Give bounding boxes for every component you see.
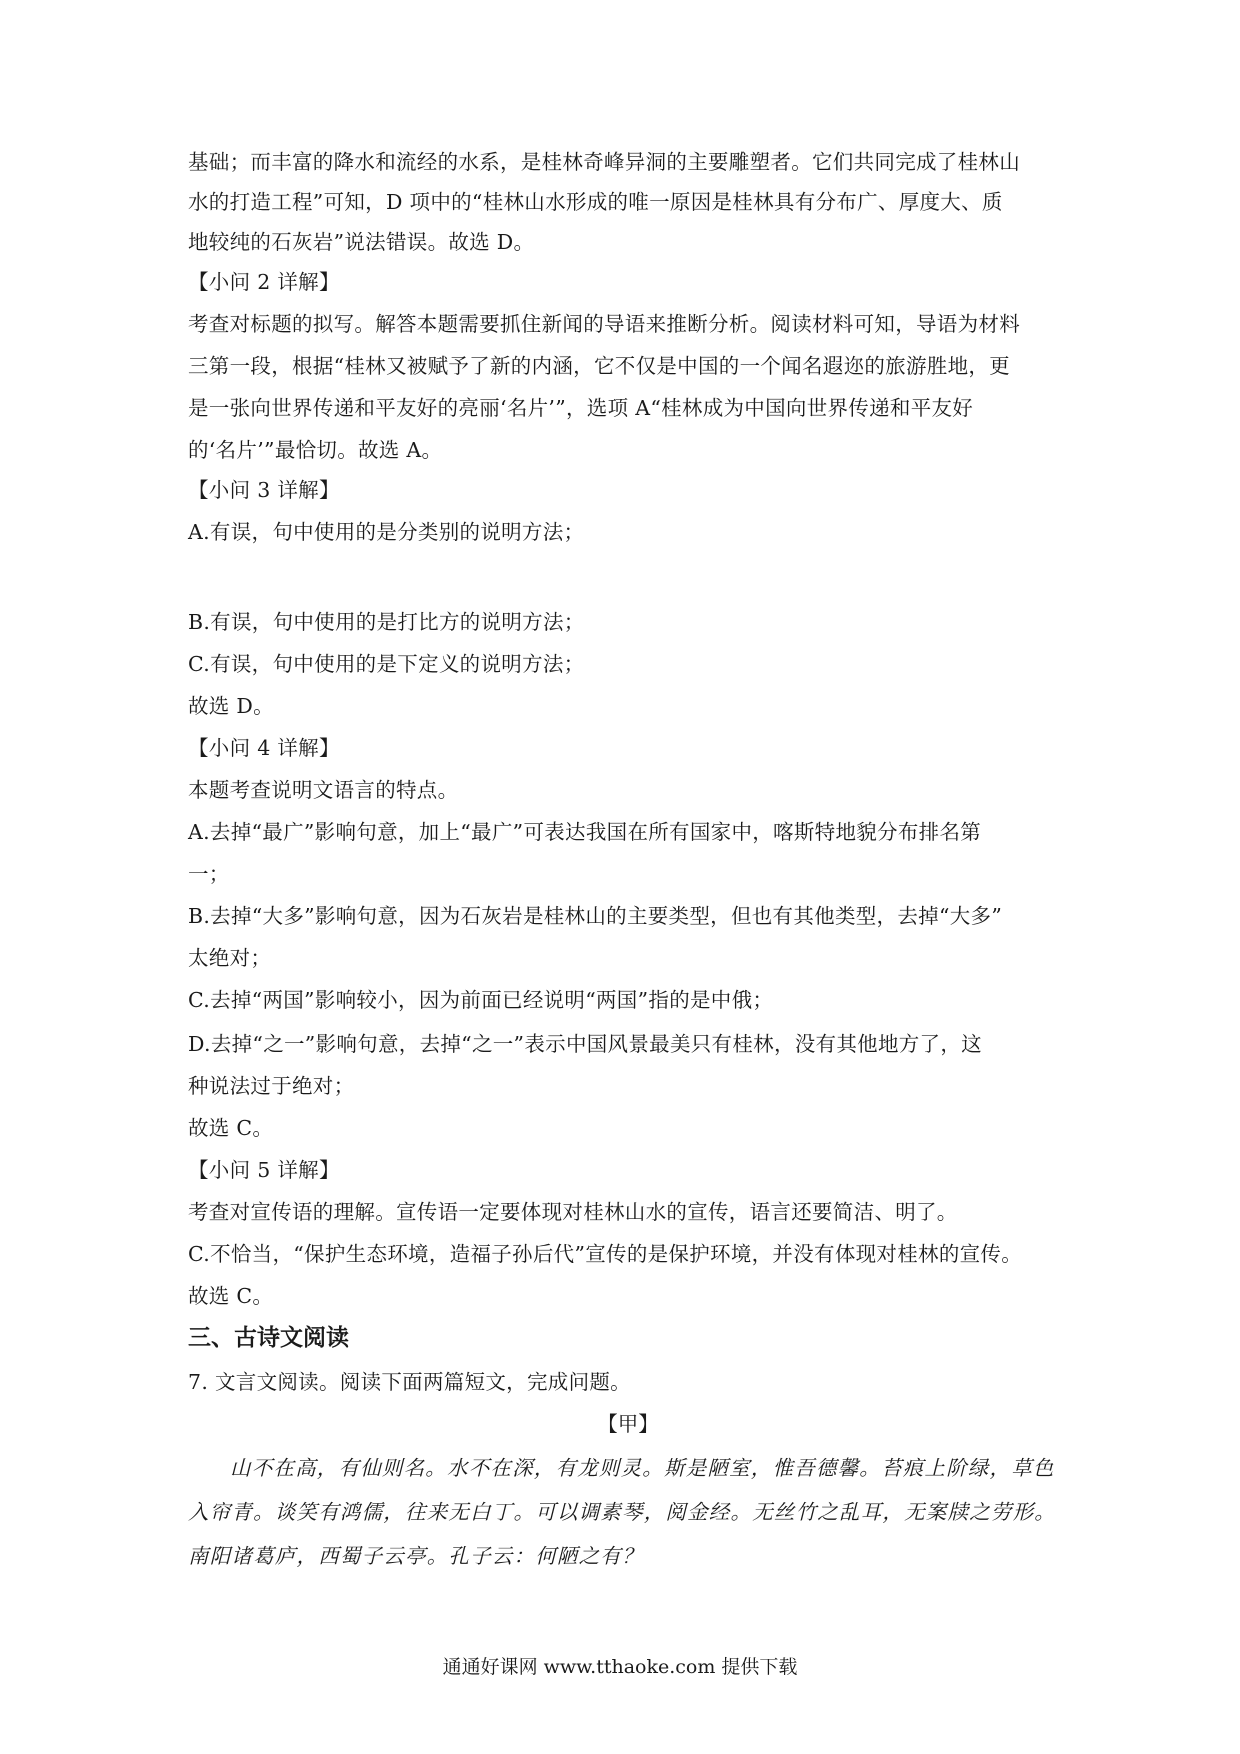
- passage-line: 山不在高，有仙则名。水不在深，有龙则灵。斯是陋室，惟吾德馨。苔痕上阶绿，草色: [230, 1456, 1055, 1480]
- body-line: 太绝对；: [188, 946, 272, 970]
- passage-line: 入帘青。谈笑有鸿儒，往来无白丁。可以调素琴，阅金经。无丝竹之乱耳，无案牍之劳形。: [188, 1500, 1056, 1524]
- subquestion-heading: 【小问 4 详解】: [188, 736, 340, 760]
- body-line: 三第一段，根据“桂林又被赋予了新的内涵，它不仅是中国的一个闻名遐迩的旅游胜地，更: [188, 354, 1010, 378]
- subquestion-heading: 【小问 5 详解】: [188, 1158, 340, 1182]
- section-heading: 三、古诗文阅读: [188, 1325, 349, 1351]
- body-line: 水的打造工程”可知，D 项中的“桂林山水形成的唯一原因是桂林具有分布广、厚度大、质: [188, 190, 1003, 214]
- subquestion-heading: 【小问 2 详解】: [188, 270, 340, 294]
- body-line: 是一张向世界传递和平友好的亮丽‘名片’”，选项 A“桂林成为中国向世界传递和平友好: [188, 396, 974, 420]
- body-line: 考查对宣传语的理解。宣传语一定要体现对桂林山水的宣传，语言还要简洁、明了。: [188, 1200, 958, 1224]
- subquestion-heading: 【小问 3 详解】: [188, 478, 340, 502]
- body-line: 考查对标题的拟写。解答本题需要抓住新闻的导语来推断分析。阅读材料可知，导语为材料: [188, 312, 1020, 336]
- body-line: 一；: [188, 862, 230, 886]
- body-line: C.有误，句中使用的是下定义的说明方法；: [188, 652, 585, 676]
- body-line: A.有误，句中使用的是分类别的说明方法；: [188, 520, 585, 544]
- body-line: C.不恰当，“保护生态环境，造福子孙后代”宣传的是保护环境，并没有体现对桂林的宣传。: [188, 1242, 1023, 1266]
- body-line: 的‘名片’”最恰切。故选 A。: [188, 438, 443, 462]
- body-line: 故选 D。: [188, 694, 274, 718]
- passage-title: 【甲】: [597, 1412, 659, 1436]
- body-line: 基础；而丰富的降水和流经的水系，是桂林奇峰异洞的主要雕塑者。它们共同完成了桂林山: [188, 150, 1020, 174]
- body-line: 故选 C。: [188, 1284, 274, 1308]
- body-line: D.去掉“之一”影响句意，去掉“之一”表示中国风景最美只有桂林，没有其他地方了，这: [188, 1032, 982, 1056]
- body-line: C.去掉“两国”影响较小，因为前面已经说明“两国”指的是中俄；: [188, 988, 774, 1012]
- body-line: B.去掉“大多”影响句意，因为石灰岩是桂林山的主要类型，但也有其他类型，去掉“大多”: [188, 904, 1003, 928]
- body-line: 种说法过于绝对；: [188, 1074, 355, 1098]
- page-footer: 通通好课网 www.tthaoke.com 提供下载: [442, 1656, 798, 1678]
- body-line: 本题考查说明文语言的特点。: [188, 778, 459, 802]
- body-line: 地较纯的石灰岩”说法错误。故选 D。: [188, 230, 535, 254]
- body-line: 故选 C。: [188, 1116, 274, 1140]
- body-line: B.有误，句中使用的是打比方的说明方法；: [188, 610, 585, 634]
- question-line: 7. 文言文阅读。阅读下面两篇短文，完成问题。: [188, 1370, 631, 1394]
- body-line: A.去掉“最广”影响句意，加上“最广”可表达我国在所有国家中，喀斯特地貌分布排名第: [188, 820, 982, 844]
- passage-line: 南阳诸葛庐，西蜀子云亭。孔子云：何陋之有？: [188, 1544, 644, 1568]
